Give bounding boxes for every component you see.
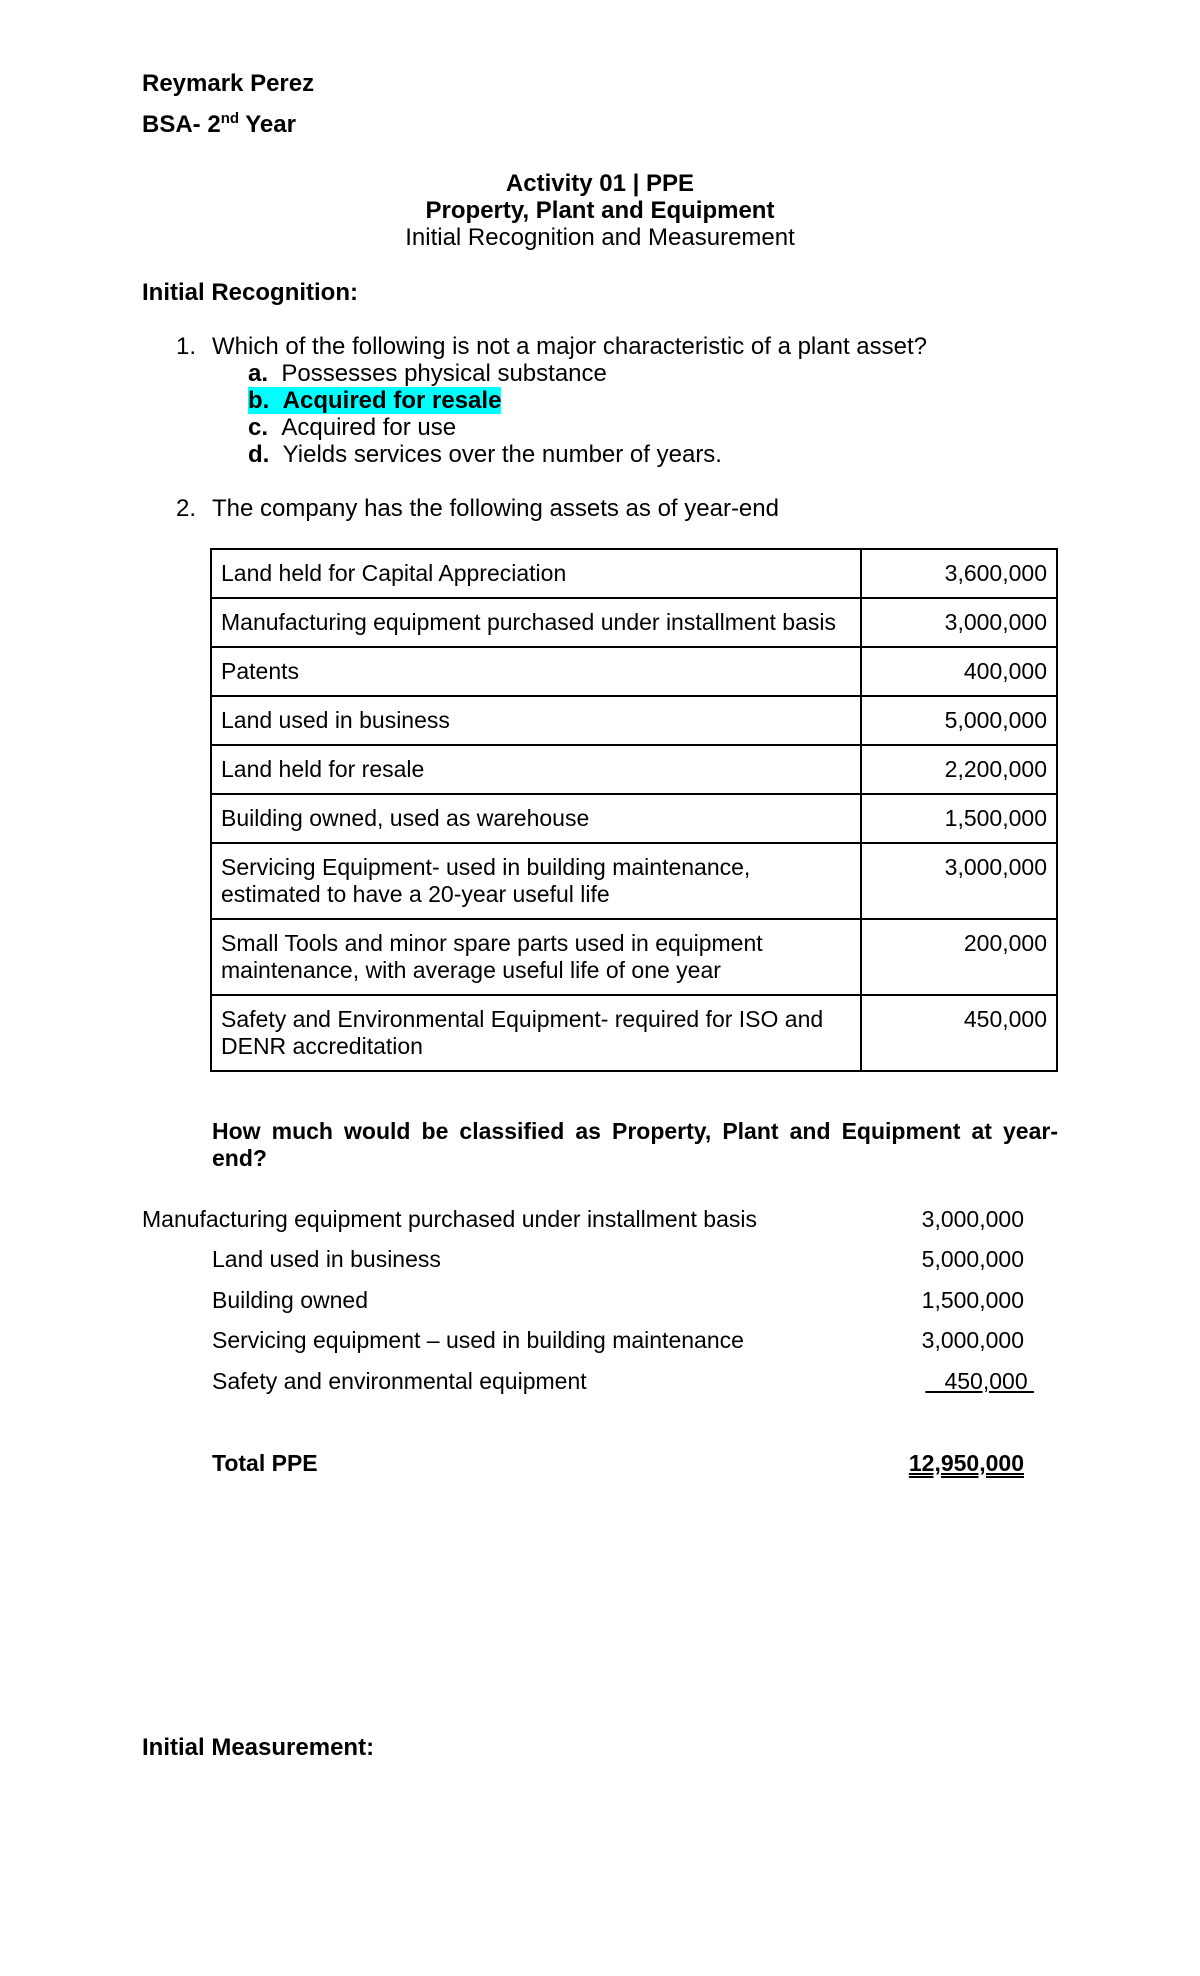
answer-row (212, 1366, 1034, 1396)
answer-label: Servicing equipment – used in building maintenance (212, 1327, 744, 1353)
table-row (211, 995, 1057, 1071)
answer-label: Land used in business (212, 1246, 441, 1272)
q1-text: Which of the following is not a major characteristic of a plant asset? (212, 333, 928, 360)
asset-amount: 200,000 (861, 919, 1057, 995)
table-row (211, 647, 1057, 696)
q1-option-c: c. Acquired for use (248, 414, 457, 441)
table-row (211, 843, 1057, 919)
total-amount: 12,950,000 (908, 1450, 1024, 1476)
assets-table (210, 548, 1058, 1072)
asset-amount: 3,600,000 (861, 549, 1057, 598)
answer-row (212, 1325, 1024, 1355)
answer-amount: 5,000,000 (921, 1246, 1024, 1272)
table-row (211, 598, 1057, 647)
answer-label: Safety and environmental equipment (212, 1368, 587, 1394)
section-heading-initial-recognition: Initial Recognition: (142, 279, 358, 306)
asset-description: Land used in business (211, 696, 861, 745)
asset-amount: 1,500,000 (861, 794, 1057, 843)
total-row (212, 1448, 1024, 1478)
answer-amount: 3,000,000 (921, 1206, 1024, 1232)
asset-description: Manufacturing equipment purchased under installment basis (211, 598, 861, 647)
table-row (211, 794, 1057, 843)
student-name: Reymark Perez (142, 70, 315, 97)
total-label: Total PPE (212, 1450, 318, 1476)
asset-description: Land held for resale (211, 745, 861, 794)
answer-label: Manufacturing equipment purchased under installment basis (142, 1206, 757, 1232)
document-subtitle: Initial Recognition and Measurement (405, 224, 795, 251)
answer-amount: 3,000,000 (921, 1327, 1024, 1353)
asset-amount: 3,000,000 (861, 843, 1057, 919)
q1-number: 1. (176, 333, 197, 360)
answer-row (212, 1285, 1024, 1315)
answer-amount: 1,500,000 (921, 1287, 1024, 1313)
asset-amount: 2,200,000 (861, 745, 1057, 794)
student-program: BSA- 2nd Year (142, 110, 296, 138)
answer-amount: 450,000 (925, 1368, 1034, 1394)
answer-row (142, 1204, 1024, 1234)
q2-text: The company has the following assets as of year-end (212, 495, 779, 522)
q2-number: 2. (176, 495, 197, 522)
q1-option-a: a. Possesses physical substance (248, 360, 607, 387)
section-heading-initial-measurement: Initial Measurement: (142, 1734, 375, 1761)
asset-description: Building owned, used as warehouse (211, 794, 861, 843)
q1-option-b-answer: b. Acquired for resale (248, 387, 502, 414)
ppe-question: How much would be classified as Property, Plant and Equipment at year-end? (212, 1118, 1058, 1171)
answer-row (212, 1244, 1024, 1274)
asset-description: Safety and Environmental Equipment- required for ISO and DENR accreditation (211, 995, 861, 1071)
asset-amount: 5,000,000 (861, 696, 1057, 745)
answer-label: Building owned (212, 1287, 369, 1313)
asset-description: Servicing Equipment- used in building maintenance, estimated to have a 20-year useful life (211, 843, 861, 919)
asset-description: Patents (211, 647, 861, 696)
asset-description: Small Tools and minor spare parts used in equipment maintenance, with average useful life of one year (211, 919, 861, 995)
q1-option-d: d. Yields services over the number of years. (248, 441, 722, 468)
asset-amount: 3,000,000 (861, 598, 1057, 647)
asset-description: Land held for Capital Appreciation (211, 549, 861, 598)
table-row (211, 745, 1057, 794)
asset-amount: 400,000 (861, 647, 1057, 696)
table-row (211, 919, 1057, 995)
document-title: Property, Plant and Equipment (425, 197, 775, 224)
asset-amount: 450,000 (861, 995, 1057, 1071)
activity-title: Activity 01 | PPE (505, 170, 695, 197)
table-row (211, 549, 1057, 598)
table-row (211, 696, 1057, 745)
